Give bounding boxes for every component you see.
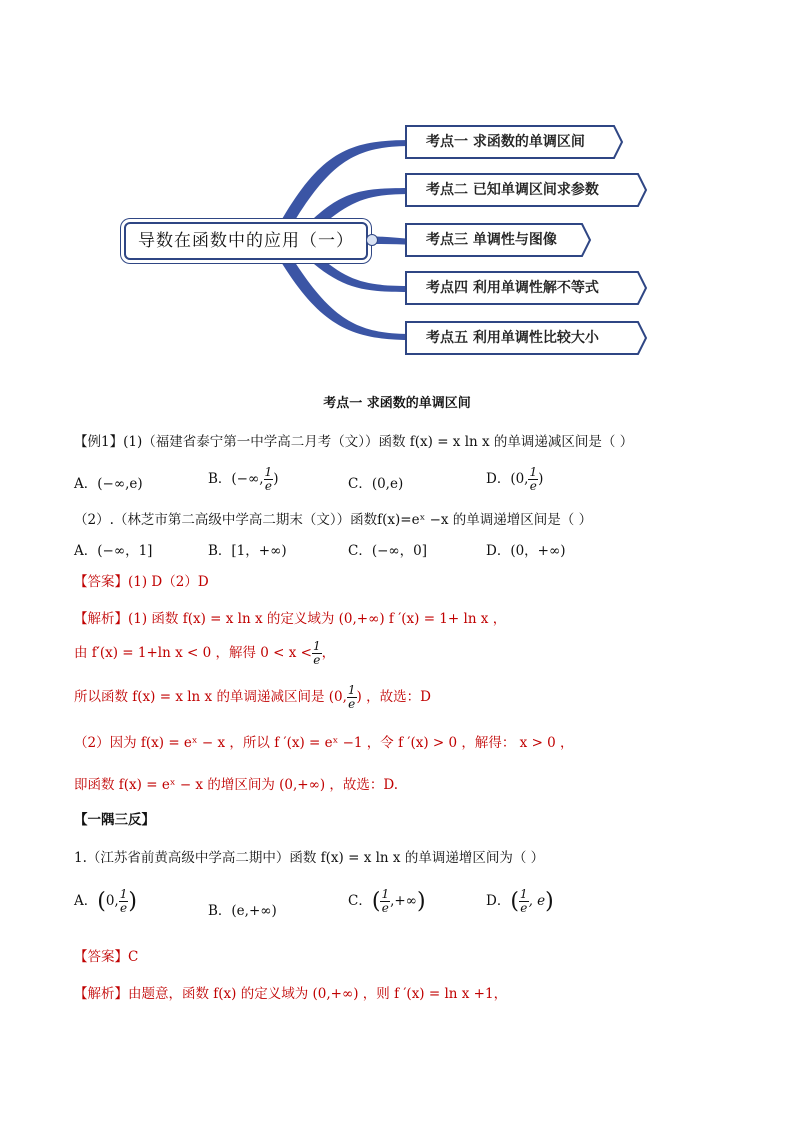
q1-option-b: B．(−∞, $\frac{1}{e}$ ): [208, 465, 279, 493]
analysis-line-4: （2）因为 f(x) = eˣ − x ，所以 f ′(x) = eˣ −1 ，令 f ′(x) > 0 ，解得： x > 0 ，: [74, 735, 574, 751]
q1-option-d: D．(0, $\frac{1}{e}$ ): [486, 465, 544, 493]
q2-option-c: C．(−∞，0]: [348, 543, 428, 559]
branch-5: [274, 248, 412, 340]
practice-option-c: C．( $\frac{1}{e}$ ,+∞): [348, 887, 426, 915]
practice-option-b: B．(e,+∞): [208, 903, 277, 919]
analysis-line-5: 即函数 f(x) = eˣ − x 的增区间为 (0,+∞) ，故选：D.: [74, 777, 399, 793]
q1-option-a: A．(−∞,e): [74, 476, 143, 492]
q2-option-d: D．(0，+∞): [486, 543, 566, 559]
q2-option-a: A．(−∞，1]: [74, 543, 153, 559]
topic-3: 考点三 单调性与图像: [426, 232, 557, 248]
answer-1: 【答案】(1) D（2）D: [74, 574, 209, 590]
branch-1: [276, 140, 412, 232]
q2-option-b: B．[1，+∞): [208, 543, 287, 559]
analysis-line-3: 所以函数 f(x) = x ln x 的单调递减区间是 (0, $\frac{1}{e}$ ) ，故选：D: [74, 683, 431, 711]
section-title: 考点一 求函数的单调区间: [323, 396, 471, 411]
example1-question2: （2）.（林芝市第二高级中学高二期末（文））函数f(x)=eˣ −x 的单调递增区间是（ ）: [74, 512, 593, 528]
example1-question1: 【例1】(1)（福建省泰宁第一中学高二月考（文））函数 f(x) = x ln x 的单调递减区间是（ ）: [74, 434, 634, 450]
practice-question-1: 1.（江苏省前黄高级中学高二期中）函数 f(x) = x ln x 的单调递增区间为（ ）: [74, 850, 545, 866]
analysis-line-2: 由 f′(x) = 1+ln x < 0 ，解得 0 < x < $\frac{1}{e}$ ，: [74, 639, 336, 667]
mindmap-branches: [0, 0, 794, 380]
collapse-knob-icon[interactable]: [366, 234, 378, 246]
mindmap-root: 导数在函数中的应用（一）: [124, 222, 368, 260]
practice-option-a: A．(0, $\frac{1}{e}$ ): [74, 887, 137, 915]
practice-option-d: D．( $\frac{1}{e}$ , e): [486, 887, 554, 915]
topic-5: 考点五 利用单调性比较大小: [426, 330, 599, 346]
topic-2: 考点二 已知单调区间求参数: [426, 182, 599, 198]
topic-4: 考点四 利用单调性解不等式: [426, 280, 599, 296]
q1-option-c: C．(0,e): [348, 476, 404, 492]
topic-1: 考点一 求函数的单调区间: [426, 134, 585, 150]
practice-heading: 【一隅三反】: [74, 812, 155, 828]
practice-answer: 【答案】C: [74, 949, 139, 965]
analysis-line-1: 【解析】(1) 函数 f(x) = x ln x 的定义域为 (0,+∞) f ′(x) = 1+ ln x ，: [74, 611, 507, 627]
practice-analysis: 【解析】由题意，函数 f(x) 的定义域为 (0,+∞) ，则 f ′(x) = ln x +1，: [74, 986, 508, 1002]
